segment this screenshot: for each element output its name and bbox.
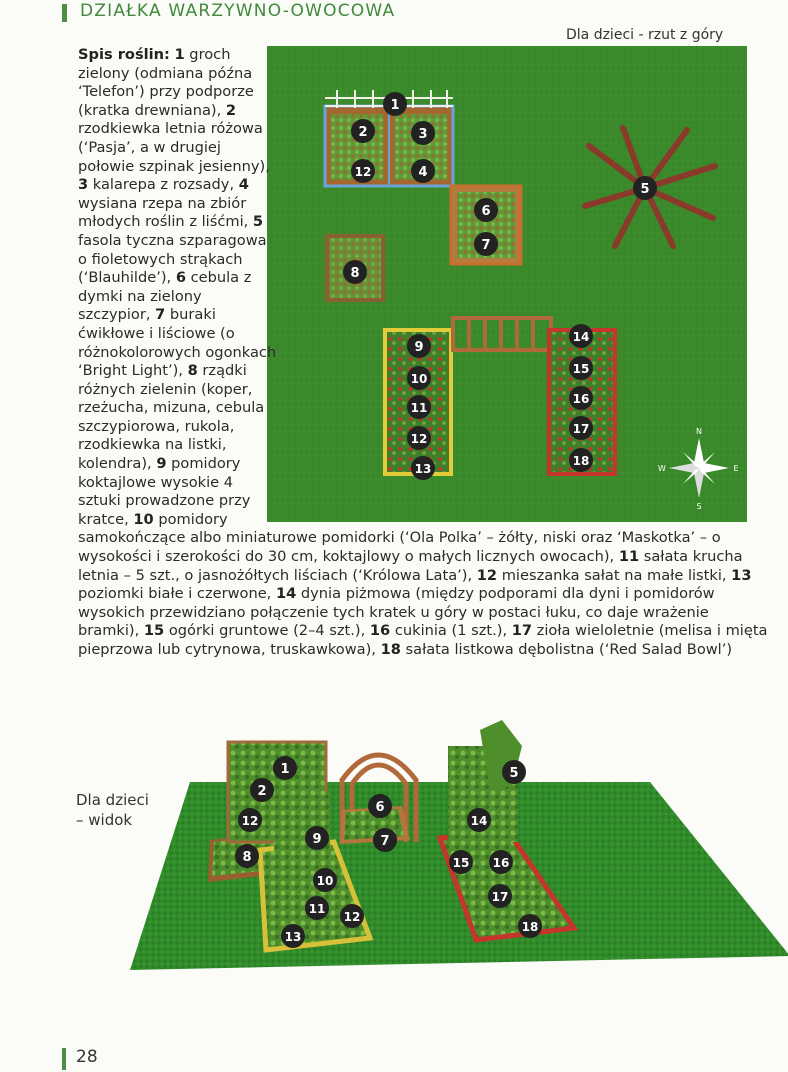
svg-text:16: 16 — [492, 856, 510, 870]
garden-perspective-view — [130, 710, 788, 1020]
plant-num: 4 — [238, 176, 249, 194]
plant-text: pomidory koktajlowe wysokie 4 sztuki prowadzone przy kratce, — [78, 455, 251, 528]
persp-marker — [313, 868, 337, 892]
plant-text: groch zielony (odmiana późna ‘Telefon’) przy podporze (kratka drewniana), — [78, 46, 254, 119]
plant-num: 16 — [369, 622, 391, 640]
svg-text:9: 9 — [414, 340, 424, 355]
plant-list — [78, 46, 768, 660]
persp-marker — [502, 760, 526, 784]
plant-text: pomidory samokończące albo miniaturowe pomidorki (‘Ola Polka’ – żółty, niski oraz ‘Maskotka’ – o wysokości i szerokości do 30 cm, koktajlowy o małych licznych owocach), — [78, 510, 721, 566]
plant-num: 2 — [225, 101, 237, 119]
plant-text: rzodkiewka letnia różowa (‘Pasja’, a w drugiej połowie szpinak jesienny), — [78, 120, 270, 175]
svg-text:1: 1 — [390, 98, 400, 113]
persp-marker — [273, 756, 297, 780]
svg-text:7: 7 — [380, 834, 390, 849]
header-accent-bar — [62, 4, 67, 22]
persp-marker — [368, 794, 392, 818]
compass-e-label: E — [733, 464, 739, 473]
svg-text:15: 15 — [452, 856, 470, 870]
plant-text: mieszanka sałat na małe listki, — [497, 566, 727, 584]
plant-text: kalarepa z rozsady, — [88, 176, 235, 194]
compass-w-label: W — [658, 464, 666, 473]
top-view-caption: Dla dzieci - rzut z góry — [566, 27, 724, 43]
plant-text: dynia piżmowa (między podporami dla dyni i pomidorów wysokich przewidziano połączenie tych kratek u góry w postaci łuku, co daje wrażenie bramki), — [78, 585, 715, 640]
plant-num: 6 — [175, 269, 186, 287]
footer-accent-bar — [62, 1048, 66, 1070]
svg-text:11: 11 — [410, 401, 428, 415]
plant-num: 15 — [143, 622, 165, 640]
plant-num: 8 — [187, 362, 198, 380]
plant-num: 14 — [275, 585, 297, 603]
persp-marker — [518, 914, 542, 938]
persp-marker — [489, 850, 513, 874]
svg-text:18: 18 — [521, 920, 539, 934]
plant-num: 3 — [78, 176, 89, 194]
svg-text:2: 2 — [358, 125, 368, 140]
persp-marker — [305, 826, 329, 850]
plan-spacer — [278, 42, 768, 520]
plant-num: 13 — [731, 566, 752, 584]
svg-text:5: 5 — [640, 182, 650, 197]
persp-marker — [449, 850, 473, 874]
svg-text:15: 15 — [572, 362, 590, 376]
persp-marker — [340, 904, 364, 928]
svg-text:18: 18 — [572, 454, 590, 468]
plant-text: cebula z dymki na zielony szczypior, — [78, 269, 252, 324]
plant-text: rządki różnych zielenin (koper, rzeżucha, mizuna, cebula szczypiorowa, rukola, rzodkiewka na listki, kolendra), — [78, 362, 265, 473]
svg-text:13: 13 — [284, 930, 302, 944]
svg-text:16: 16 — [572, 392, 590, 406]
perspective-caption-line1: Dla dzieci — [76, 791, 149, 809]
svg-text:6: 6 — [375, 800, 385, 815]
plant-num: 11 — [618, 548, 640, 566]
plant-text: buraki ćwikłowe i liściowe (o różnokolorowych ogonkach ‘Bright Light’), — [78, 306, 277, 380]
plant-text: poziomki białe i czerwone, — [78, 585, 272, 603]
persp-marker — [281, 924, 305, 948]
svg-text:9: 9 — [312, 832, 322, 847]
persp-marker — [488, 884, 512, 908]
page-number: 28 — [76, 1047, 98, 1067]
svg-text:10: 10 — [410, 372, 428, 386]
svg-text:5: 5 — [509, 766, 519, 781]
persp-marker — [250, 778, 274, 802]
plant-text: sałata krucha letnia – 5 szt., o jasnożółtych liściach (‘Królowa Lata’), — [78, 548, 743, 584]
svg-text:10: 10 — [316, 874, 334, 888]
svg-text:12: 12 — [354, 165, 372, 179]
svg-text:14: 14 — [572, 330, 590, 344]
svg-text:12: 12 — [410, 432, 428, 446]
compass-s-label: S — [696, 502, 702, 511]
plant-num: 1 — [174, 46, 185, 63]
plant-list-label: Spis roślin: — [78, 46, 170, 63]
plant-text: wysiana rzepa na zbiór młodych roślin z liśćmi, — [78, 194, 249, 231]
plant-num: 10 — [133, 510, 154, 528]
plant-text: sałata listkowa dębolistna (‘Red Salad Bowl’) — [400, 641, 733, 658]
plant-num: 17 — [511, 622, 533, 640]
svg-text:11: 11 — [308, 902, 326, 916]
svg-text:12: 12 — [241, 814, 259, 828]
svg-text:12: 12 — [343, 910, 361, 924]
persp-marker — [305, 896, 329, 920]
plant-num: 7 — [155, 306, 166, 324]
persp-marker — [373, 828, 397, 852]
plant-num: 18 — [380, 641, 401, 658]
svg-text:4: 4 — [418, 165, 428, 180]
svg-text:2: 2 — [257, 784, 267, 799]
svg-text:14: 14 — [470, 814, 488, 828]
svg-text:8: 8 — [242, 850, 252, 865]
plant-num: 12 — [476, 566, 498, 584]
plant-text: ogórki gruntowe (2–4 szt.), — [164, 622, 366, 640]
svg-text:6: 6 — [481, 204, 491, 219]
plant-num: 9 — [156, 455, 167, 473]
compass-n-label: N — [696, 427, 702, 436]
page-title: DZIAŁKA WARZYWNO-OWOCOWA — [80, 1, 396, 21]
persp-marker — [235, 844, 259, 868]
svg-text:17: 17 — [491, 890, 509, 904]
svg-text:3: 3 — [418, 127, 428, 142]
svg-text:17: 17 — [572, 422, 590, 436]
plant-text: zioła wieloletnie (melisa i mięta pieprzowa lub cytrynowa, truskawkowa), — [78, 622, 768, 658]
persp-marker — [238, 808, 262, 832]
svg-text:8: 8 — [350, 266, 360, 281]
perspective-caption-line2: – widok — [76, 811, 133, 829]
plant-text: cukinia (1 szt.), — [390, 622, 508, 640]
svg-text:13: 13 — [414, 462, 432, 476]
persp-marker — [467, 808, 491, 832]
plant-text: fasola tyczna szparagowa o fioletowych strąkach (‘Blauhilde’), — [78, 231, 267, 287]
svg-text:1: 1 — [280, 762, 290, 777]
svg-text:7: 7 — [481, 238, 491, 253]
plant-num: 5 — [252, 213, 264, 231]
